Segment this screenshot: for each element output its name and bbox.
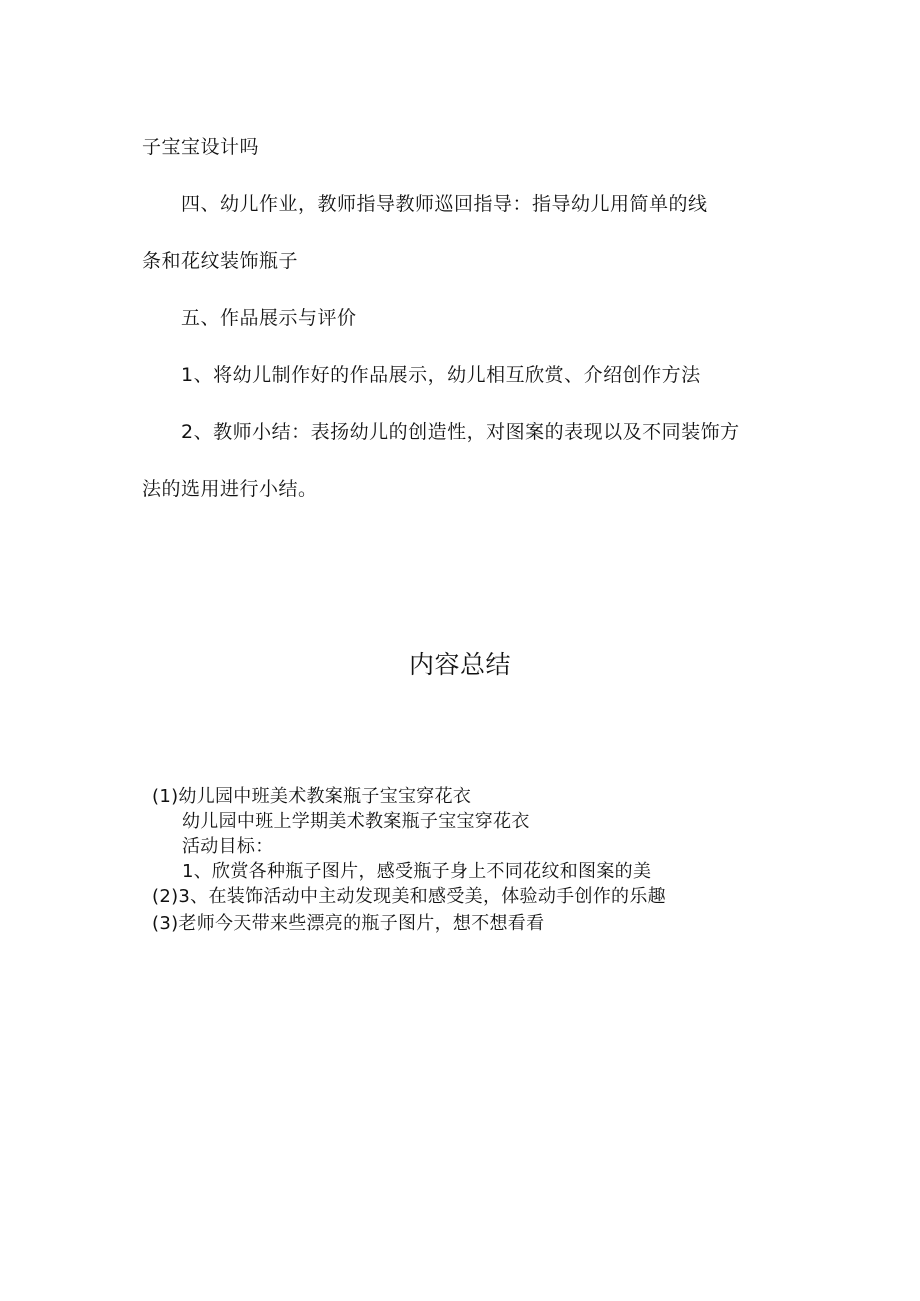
body-line-continuation-1: 子宝宝设计吗: [142, 136, 260, 158]
body-line-continuation-2: 条和花纹装饰瓶子: [142, 250, 299, 272]
body-line-section-four: 四、幼儿作业，教师指导教师巡回指导：指导幼儿用简单的线: [181, 193, 708, 215]
summary-item-2: (2)3、在装饰活动中主动发现美和感受美，体验动手创作的乐趣: [152, 886, 666, 907]
summary-goal-1: 1、欣赏各种瓶子图片，感受瓶子身上不同花纹和图案的美: [182, 861, 652, 882]
summary-subtitle: 幼儿园中班上学期美术教案瓶子宝宝穿花衣: [182, 811, 530, 832]
summary-item-3: (3)老师今天带来些漂亮的瓶子图片，想不想看看: [152, 913, 545, 934]
body-line-item-2: 2、教师小结：表扬幼儿的创造性，对图案的表现以及不同装饰方: [181, 421, 740, 443]
summary-title: 内容总结: [408, 650, 511, 679]
body-line-item-1: 1、将幼儿制作好的作品展示，幼儿相互欣赏、介绍创作方法: [181, 364, 701, 386]
summary-goal-label: 活动目标：: [182, 836, 274, 857]
body-line-section-five: 五、作品展示与评价: [181, 307, 357, 329]
summary-item-1: (1)幼儿园中班美术教案瓶子宝宝穿花衣: [152, 786, 472, 807]
body-line-continuation-3: 法的选用进行小结。: [142, 478, 318, 500]
